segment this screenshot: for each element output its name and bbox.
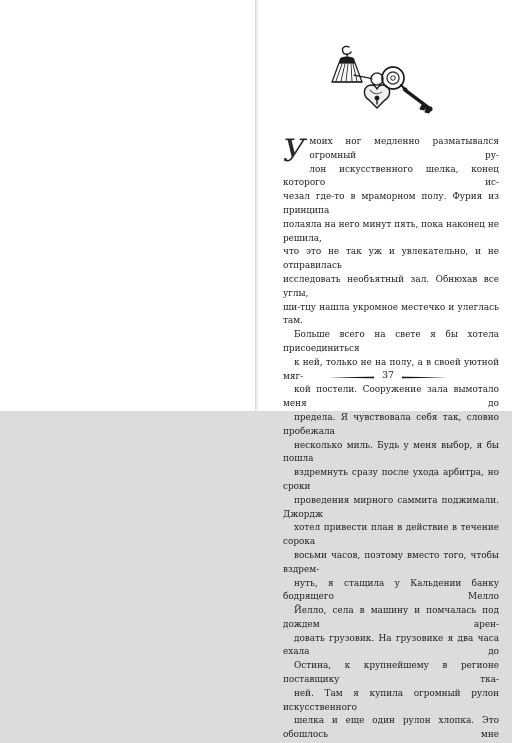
text-line: довать грузовик. На грузовике я два часа ехала до	[283, 633, 499, 658]
left-page-blank	[0, 0, 255, 411]
text-line: полаяла на него минут пять, пока наконец не решила,	[283, 219, 500, 244]
text-line: хотел привести план в действие в течение сорока	[283, 523, 499, 548]
text-line: ней. Там я купила огромный рулон искусственного	[283, 688, 499, 713]
text-line: несколько миль. Будь у меня выбор, я бы пошла	[283, 440, 499, 465]
text-line: шелка и еще один рулон хлопка. Это обошлось мне	[283, 716, 499, 741]
paragraph-1	[283, 133, 500, 329]
text-line: проведения мирного саммита поджимали. Джордж	[283, 495, 499, 520]
text-line: моих ног медленно разматывался огромный ру-	[309, 137, 499, 161]
text-line: к ней, только не на полу, а в своей уютной мяг-	[283, 357, 499, 382]
text-line: ши-тцу нашла укромное местечко и улеглась там.	[283, 302, 499, 327]
page-folio	[328, 369, 448, 385]
text-line: что это не так уж и увлекательно, и не отправилась	[283, 247, 499, 272]
text-line: Йелло, села в машину и помчалась под дождем арен-	[283, 606, 499, 630]
ornament-left-icon	[328, 376, 376, 379]
paragraph-2	[283, 329, 499, 743]
drop-cap: У	[283, 133, 306, 169]
text-line: исследовать необъятный зал. Обнюхав все углы,	[283, 274, 499, 299]
ornament-right-icon	[400, 376, 448, 379]
page-number: 37	[381, 370, 395, 381]
text-line: вздремнуть сразу после ухода арбитра, но сроки	[283, 468, 499, 492]
text-line: восьми часов, поэтому вместо того, чтобы вздрем-	[283, 550, 499, 575]
right-page	[259, 0, 512, 741]
text-line: Остина, к крупнейшему в регионе поставщику тка-	[283, 661, 499, 686]
chapter-body-text	[283, 133, 500, 743]
text-line: лон искусственного шелка, конец которого ис-	[283, 164, 499, 189]
text-line: предела. Я чувствовала себя так, словно пробежала	[283, 412, 499, 437]
key-with-tassel-illustration	[325, 44, 441, 122]
text-line: кой постели. Сооружение зала вымотало меня до	[283, 385, 499, 410]
text-line: нуть, я стащила у Кальдении банку бодрящего Мелло	[283, 578, 499, 603]
text-line: чезал где-то в мраморном полу. Фурия из принципа	[283, 192, 499, 216]
text-line: Больше всего на свете я бы хотела присоединиться	[283, 330, 499, 354]
